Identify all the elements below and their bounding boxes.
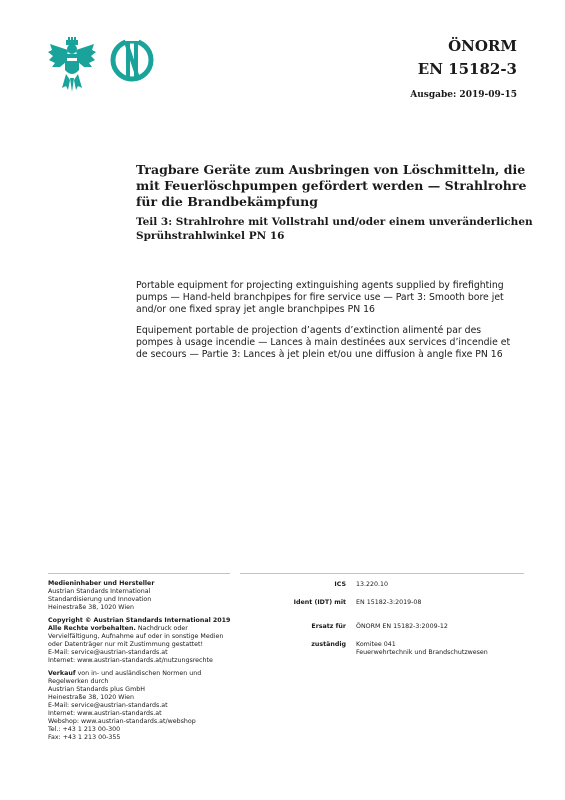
committee-number: Komitee 041 (356, 641, 396, 648)
logos-svg (46, 36, 156, 96)
meta-value: 13.220.10 (356, 581, 389, 588)
publisher-block (48, 580, 236, 612)
meta-value (356, 641, 525, 657)
logo-area (46, 36, 156, 96)
document-title (136, 162, 536, 243)
sales-block (48, 670, 236, 742)
sales-line: Austrian Standards plus GmbH (48, 686, 145, 693)
meta-label: zuständig (311, 641, 346, 648)
meta-row-replaces (280, 623, 525, 631)
meta-label: ICS (334, 581, 346, 588)
copyright-heading: Copyright © Austrian Standards International 2019 (48, 617, 231, 624)
sales-line: Webshop: www.austrian-standards.at/webshop (48, 718, 196, 725)
rights-text: Nachdruck oder Vervielfältigung, Aufnahme auf oder in sonstige Medien oder Datenträger nur mit Zustimmung gestattet! (48, 625, 224, 648)
copyright-block (48, 617, 236, 665)
divider-right (240, 573, 524, 574)
norm-number: EN 15182-3 (417, 60, 517, 78)
meta-value: ÖNORM EN 15182-3:2009-12 (356, 623, 448, 630)
title-english: Portable equipment for projecting extinguishing agents supplied by firefighting pumps — Hand-held branchpipes for fire service use — Part 3: Smooth bore jet and/or one fixed spray jet angle branchpipes PN 16 (136, 280, 504, 315)
divider-left (48, 573, 230, 574)
sales-line: Internet: www.austrian-standards.at (48, 710, 162, 717)
copyright-internet: Internet: www.austrian-standards.at/nutzungsrechte (48, 657, 213, 664)
meta-row-ics (280, 581, 525, 589)
meta-label: Ersatz für (311, 623, 346, 630)
copyright-email: E-Mail: service@austrian-standards.at (48, 649, 168, 656)
meta-value: EN 15182-3:2019-08 (356, 599, 422, 606)
title-part: Teil 3: Strahlrohre mit Vollstrahl und/oder einem unveränderlichen Sprühstrahlwinkel PN 16 (136, 216, 533, 242)
title-translations (136, 280, 516, 370)
title-french: Equipement portable de projection d’agents d’extinction alimenté par des pompes à usage incendie — Lances à main destinées aux services d’incendie et de secours — Partie 3: Lances à jet plein et/ou une diffusion à angle fixe PN 16 (136, 325, 511, 360)
meta-row-responsible (280, 641, 525, 657)
norm-label: ÖNORM (448, 37, 517, 55)
austrian-eagle-icon (48, 37, 96, 92)
publisher-line: Heinestraße 38, 1020 Wien (48, 604, 135, 611)
norm-header (410, 36, 517, 100)
sales-line: E-Mail: service@austrian-standards.at (48, 702, 168, 709)
publisher-heading: Medieninhaber und Hersteller (48, 580, 155, 587)
edition-date: Ausgabe: 2019-09-15 (410, 90, 517, 100)
committee-name: Feuerwehrtechnik und Brandschutzwesen (356, 649, 488, 656)
publisher-line: Standardisierung und Innovation (48, 596, 152, 603)
sales-heading-text: von in- und ausländischen Normen und Regelwerken durch (48, 670, 202, 685)
sales-heading-bold: Verkauf (48, 670, 76, 677)
publisher-line: Austrian Standards International (48, 588, 151, 595)
sales-line: Fax: +43 1 213 00-355 (48, 734, 121, 741)
sales-line: Tel.: +43 1 213 00-300 (48, 726, 121, 733)
title-main: Tragbare Geräte zum Ausbringen von Löschmitteln, die mit Feuerlöschpumpen gefördert werden — Strahlrohre für die Brandbekämpfung (136, 162, 527, 209)
rights-bold: Alle Rechte vorbehalten. (48, 625, 136, 632)
publisher-info (48, 580, 236, 747)
document-metadata (280, 581, 525, 667)
meta-row-ident (280, 599, 525, 607)
oenorm-logo-icon (113, 38, 151, 80)
sales-line: Heinestraße 38, 1020 Wien (48, 694, 135, 701)
meta-label: Ident (IDT) mit (293, 599, 346, 606)
